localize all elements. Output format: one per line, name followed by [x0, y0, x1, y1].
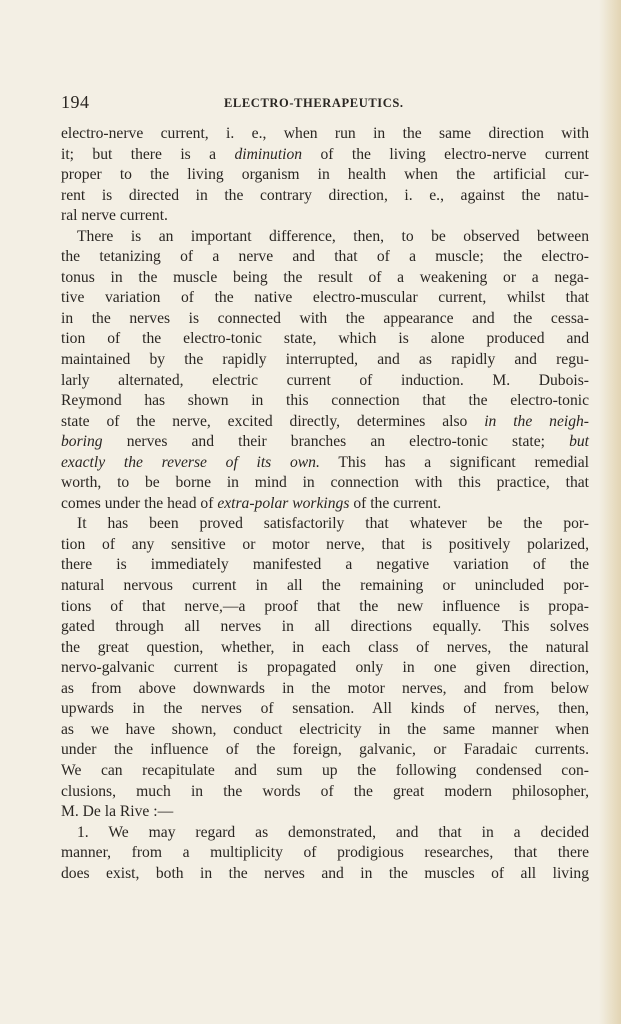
italic-text: diminution: [234, 145, 303, 163]
text-line: [61, 329, 589, 350]
text-run: as we have shown, conduct electricity in the same manner when: [61, 720, 589, 738]
text-run: tions of that nerve,—a proof that the new influence is propa-: [61, 597, 589, 615]
text-line: [61, 432, 589, 453]
text-line: [61, 453, 589, 474]
text-line: [61, 555, 589, 576]
text-run: nerves and their branches an electro-tonic state;: [102, 433, 570, 451]
text-line: [61, 186, 589, 207]
text-line: [61, 864, 589, 885]
text-line: [61, 597, 589, 618]
text-run: gated through all nerves in all directions equally. This solves: [61, 618, 589, 636]
text-run: it; but there is a: [61, 145, 235, 163]
italic-text: in the neigh-: [484, 412, 589, 430]
text-run: in the nerves is connected with the appearance and the cessa-: [61, 309, 589, 327]
text-line: [61, 350, 589, 371]
page-number: 194: [61, 92, 90, 112]
text-run: tion of the electro-tonic state, which is alone produced and: [61, 330, 589, 348]
text-line: [61, 412, 589, 433]
text-line: [61, 843, 589, 864]
text-line: [61, 227, 589, 248]
text-line: [61, 206, 589, 227]
text-run: natural nervous current in all the remaining or unincluded por-: [61, 577, 589, 595]
text-run: worth, to be borne in mind in connection with this practice, that: [61, 474, 589, 492]
text-line: [61, 658, 589, 679]
text-line: [61, 165, 589, 186]
text-run: of the current.: [349, 494, 442, 512]
text-run: 1. We may regard as demonstrated, and that in a decided: [77, 823, 589, 841]
text-run: rent is directed in the contrary direction, i. e., against the natu-: [61, 186, 589, 204]
text-run: There is an important difference, then, to be observed between: [77, 227, 589, 245]
text-run: the tetanizing of a nerve and that of a muscle; the electro-: [61, 248, 589, 266]
text-run: the great question, whether, in each class of nerves, the natural: [61, 638, 589, 656]
text-run: This has a significant remedial: [319, 453, 589, 471]
text-run: nervo-galvanic current is propagated only in one given direction,: [61, 659, 589, 677]
text-line: [61, 720, 589, 741]
text-line: [61, 782, 589, 803]
text-line: [61, 823, 589, 844]
text-line: [61, 802, 589, 823]
page-edge: [599, 0, 621, 1024]
text-run: tive variation of the native electro-muscular current, whilst that: [61, 289, 589, 307]
text-run: manner, from a multiplicity of prodigious researches, that there: [61, 844, 589, 862]
page-header: [61, 92, 589, 114]
text-run: We can recapitulate and sum up the following condensed con-: [61, 761, 589, 779]
text-line: [61, 288, 589, 309]
text-line: [61, 473, 589, 494]
running-title: ELECTRO-THERAPEUTICS.: [224, 96, 404, 110]
text-run: It has been proved satisfactorily that whatever be the por-: [77, 515, 589, 533]
text-line: [61, 699, 589, 720]
text-line: [61, 494, 589, 515]
text-line: [61, 268, 589, 289]
text-run: of the living electro-nerve current: [302, 145, 589, 163]
text-run: Reymond has shown in this connection that the electro-tonic: [61, 392, 589, 410]
text-line: [61, 535, 589, 556]
text-run: maintained by the rapidly interrupted, and as rapidly and regu-: [61, 351, 589, 369]
text-run: M. De la Rive :—: [61, 803, 174, 821]
text-line: [61, 309, 589, 330]
text-run: upwards in the nerves of sensation. All kinds of nerves, then,: [61, 700, 589, 718]
text-line: [61, 124, 589, 145]
text-run: tion of any sensitive or motor nerve, that is positively polarized,: [61, 535, 589, 553]
text-line: [61, 740, 589, 761]
text-line: [61, 391, 589, 412]
text-run: there is immediately manifested a negative variation of the: [61, 556, 589, 574]
italic-text: extra-polar workings: [217, 494, 350, 512]
text-run: as from above downwards in the motor nerves, and from below: [61, 679, 589, 697]
text-line: [61, 761, 589, 782]
text-run: ral nerve current.: [61, 207, 168, 225]
text-run: does exist, both in the nerves and in the muscles of all living: [61, 864, 589, 882]
text-line: [61, 145, 589, 166]
text-run: under the influence of the foreign, galvanic, or Faradaic currents.: [61, 741, 589, 759]
text-line: [61, 679, 589, 700]
text-run: electro-nerve current, i. e., when run in the same direction with: [61, 125, 589, 142]
text-line: [61, 638, 589, 659]
body-text: [61, 124, 589, 884]
text-run: larly alternated, electric current of induction. M. Dubois-: [61, 371, 589, 389]
text-line: [61, 371, 589, 392]
text-run: clusions, much in the words of the great modern philosopher,: [61, 782, 589, 800]
book-page: [61, 92, 589, 884]
text-line: [61, 617, 589, 638]
italic-text: but: [569, 433, 589, 451]
text-run: state of the nerve, excited directly, determines also: [61, 412, 485, 430]
italic-text: boring: [61, 433, 103, 451]
text-run: tonus in the muscle being the result of a weakening or a nega-: [61, 268, 589, 286]
text-line: [61, 576, 589, 597]
text-line: [61, 514, 589, 535]
text-run: proper to the living organism in health when the artificial cur-: [61, 166, 589, 184]
text-run: comes under the head of: [61, 494, 218, 512]
italic-text: exactly the reverse of its own.: [61, 453, 320, 471]
text-line: [61, 247, 589, 268]
